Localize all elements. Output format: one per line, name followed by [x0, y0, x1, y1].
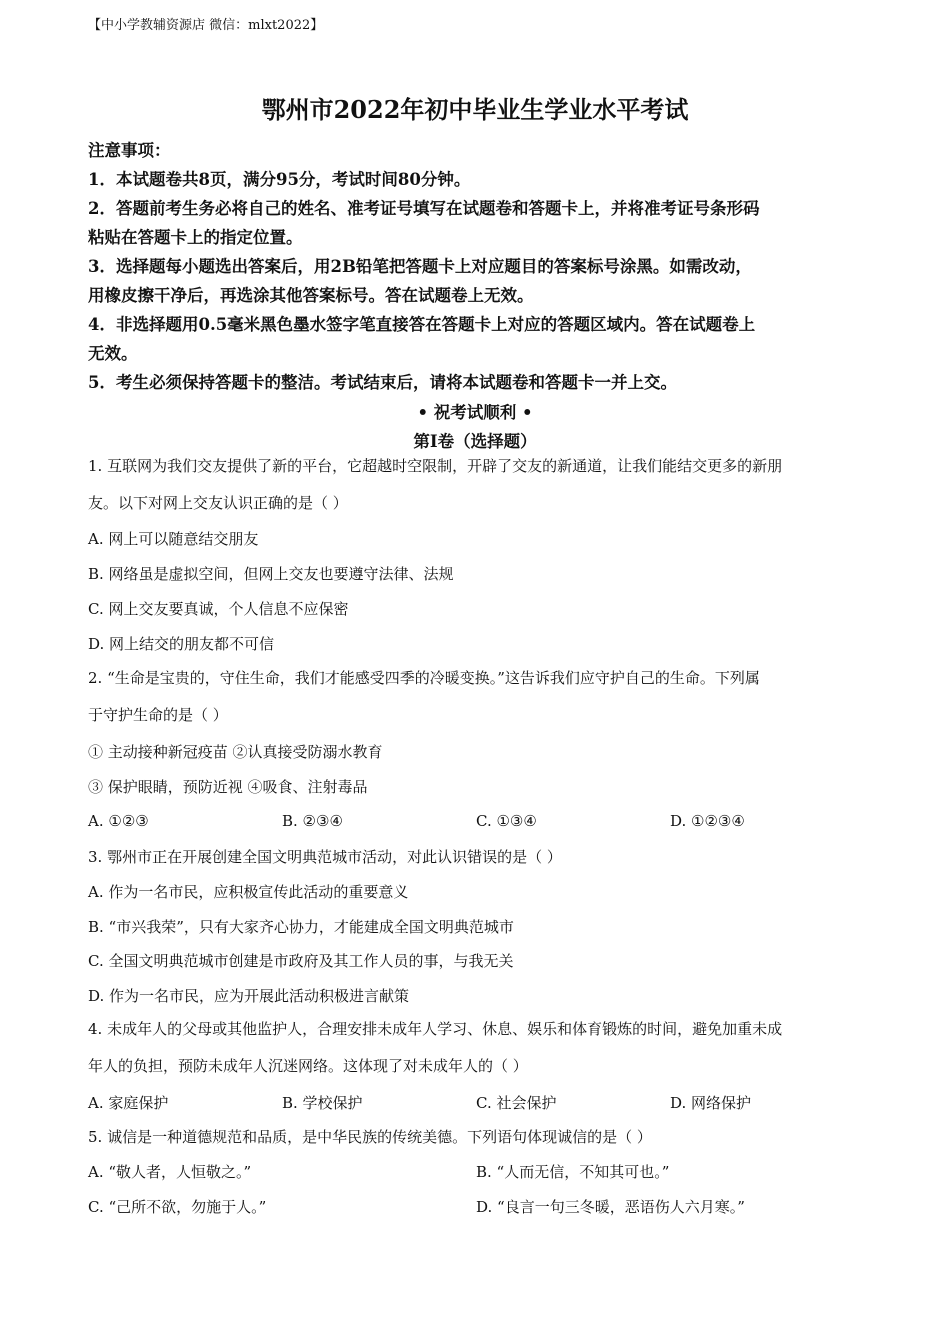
question-1: [88, 448, 868, 522]
question-stem: 友。以下对网上交友认识正确的是（ ）: [88, 494, 348, 512]
question-stem: 年人的负担，预防未成年人沉迷网络。这体现了对未成年人的（ ）: [88, 1057, 528, 1075]
option-d: D. 网络保护: [670, 1094, 752, 1112]
option-d: D. 网上结交的朋友都不可信: [88, 635, 275, 653]
notice-line: 2．答题前考生务必将自己的姓名、准考证号填写在试题卷和答题卡上，并将准考证号条形码: [88, 199, 760, 218]
notice-line: 1．本试题卷共8页，满分95分，考试时间80分钟。: [88, 170, 471, 189]
option-a: A. 家庭保护: [88, 1094, 169, 1112]
option-b: B. 学校保护: [282, 1094, 363, 1112]
option-c: C. 网上交友要真诚，个人信息不应保密: [88, 600, 349, 618]
notice-block: [88, 136, 868, 397]
notice-line: 无效。: [88, 344, 138, 363]
option-b: B. “市兴我荣”，只有大家齐心协力，才能建成全国文明典范城市: [88, 918, 514, 936]
option-b: B. 网络虽是虚拟空间，但网上交友也要遵守法律、法规: [88, 565, 454, 583]
question-2: [88, 660, 868, 734]
question-stem: 于守护生命的是（ ）: [88, 706, 228, 724]
notice-heading: 注意事项：: [88, 141, 171, 160]
option-c: C. 全国文明典范城市创建是市政府及其工作人员的事，与我无关: [88, 952, 514, 970]
question-stem: 1. 互联网为我们交友提供了新的平台，它超越时空限制，开辟了交友的新通道，让我们能结交更多的新朋: [88, 457, 783, 475]
option-d: D. ①②③④: [670, 812, 745, 830]
notice-line: 3．选择题每小题选出答案后，用2B铅笔把答题卡上对应题目的答案标号涂黑。如需改动，: [88, 257, 752, 276]
question-stem: 4. 未成年人的父母或其他监护人，合理安排未成年人学习、休息、娱乐和体育锻炼的时间，避免加重未成: [88, 1020, 783, 1038]
page-title: 鄂州市2022年初中毕业生学业水平考试: [261, 95, 689, 124]
option-c: C. ①③④: [476, 812, 537, 830]
option-a: A. “敬人者，人恒敬之。”: [88, 1163, 252, 1181]
option-c: C. “己所不欲，勿施于人。”: [88, 1198, 267, 1216]
option-d: D. 作为一名市民，应为开展此活动积极进言献策: [88, 987, 410, 1005]
notice-line: 用橡皮擦干净后，再选涂其他答案标号。答在试题卷上无效。: [88, 286, 534, 305]
section-title: 第Ⅰ卷（选择题）: [413, 432, 537, 451]
wish-line: • 祝考试顺利 •: [417, 403, 533, 422]
question-4: [88, 1011, 868, 1085]
option-d: D. “良言一句三冬暖，恶语伤人六月寒。”: [476, 1198, 745, 1216]
statement-items-3-4: ③ 保护眼睛，预防近视 ④吸食、注射毒品: [88, 778, 368, 796]
option-b: B. ②③④: [282, 812, 343, 830]
statement-items-1-2: ① 主动接种新冠疫苗 ②认真接受防溺水教育: [88, 743, 383, 761]
notice-line: 粘贴在答题卡上的指定位置。: [88, 228, 303, 247]
option-b: B. “人而无信，不知其可也。”: [476, 1163, 670, 1181]
notice-line: 4．非选择题用0.5毫米黑色墨水签字笔直接答在答题卡上对应的答题区域内。答在试题卷上: [88, 315, 756, 334]
question-3-stem: 3. 鄂州市正在开展创建全国文明典范城市活动，对此认识错误的是（ ）: [88, 848, 562, 866]
notice-line: 5．考生必须保持答题卡的整洁。考试结束后，请将本试题卷和答题卡一并上交。: [88, 373, 677, 392]
question-5-stem: 5. 诚信是一种道德规范和品质，是中华民族的传统美德。下列语句体现诚信的是（ ）: [88, 1128, 652, 1146]
question-stem: 2. “生命是宝贵的，守住生命，我们才能感受四季的冷暖变换。”这告诉我们应守护自己的生命。下列属: [88, 669, 760, 687]
header-note: 【中小学教辅资源店 微信：mlxt2022】: [88, 18, 324, 33]
option-a: A. 作为一名市民，应积极宣传此活动的重要意义: [88, 883, 409, 901]
option-a: A. ①②③: [88, 812, 149, 830]
option-c: C. 社会保护: [476, 1094, 557, 1112]
option-a: A. 网上可以随意结交朋友: [88, 530, 259, 548]
